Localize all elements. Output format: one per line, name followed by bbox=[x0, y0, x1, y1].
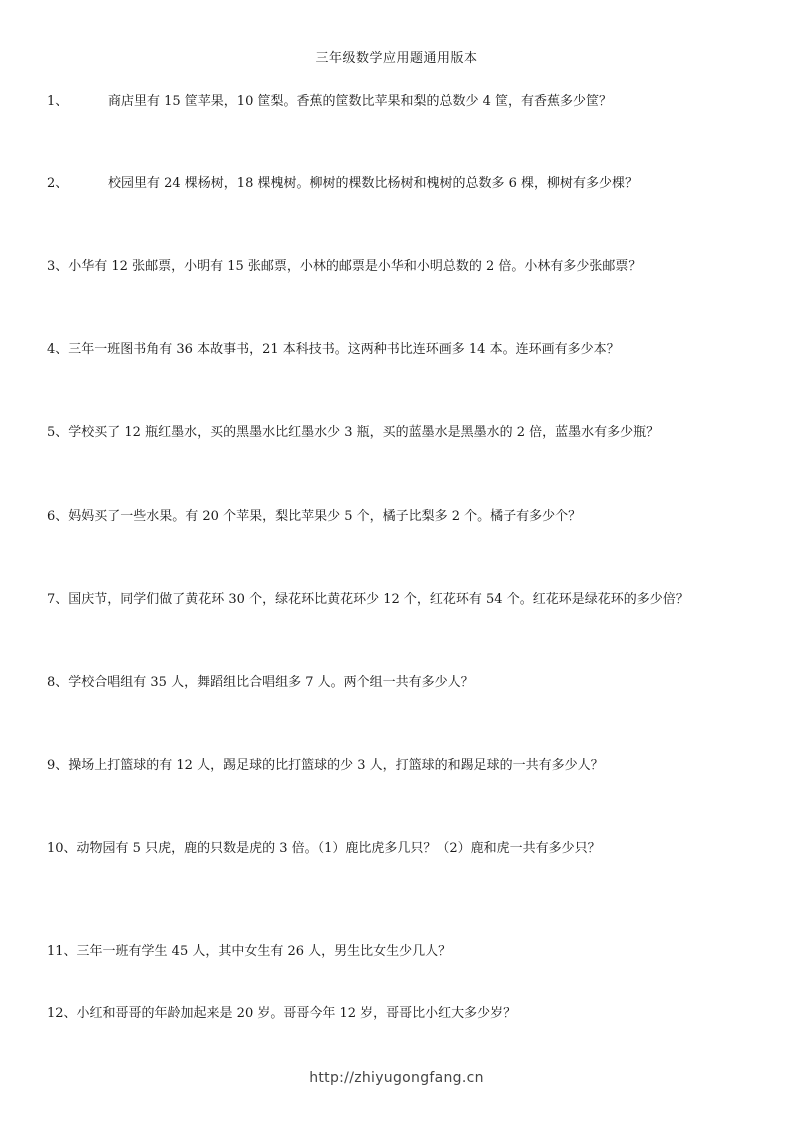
question-number: 1、 bbox=[47, 94, 69, 109]
question-9 bbox=[47, 757, 753, 775]
page-title: 三年级数学应用题通用版本 bbox=[315, 51, 478, 66]
question-8 bbox=[47, 674, 753, 692]
question-number: 9、 bbox=[47, 758, 69, 773]
question-number: 6、 bbox=[47, 509, 69, 524]
question-7 bbox=[47, 591, 753, 609]
question-6 bbox=[47, 508, 753, 526]
question-10 bbox=[47, 840, 753, 858]
question-number: 5、 bbox=[47, 425, 69, 440]
footer-url: http://zhiyugongfang.cn bbox=[309, 1070, 484, 1086]
question-text: 小华有 12 张邮票，小明有 15 张邮票，小林的邮票是小华和小明总数的 2 倍。小林有多少张邮票？ bbox=[68, 259, 642, 274]
question-text: 学校合唱组有 35 人，舞蹈组比合唱组多 7 人。两个组一共有多少人？ bbox=[68, 675, 474, 690]
question-5 bbox=[47, 424, 753, 442]
question-text: 小红和哥哥的年龄加起来是 20 岁。哥哥今年 12 岁，哥哥比小红大多少岁？ bbox=[76, 1006, 517, 1021]
question-text: 校园里有 24 棵杨树，18 棵槐树。柳树的棵数比杨树和槐树的总数多 6 棵，柳树有多少棵？ bbox=[108, 176, 639, 191]
question-text: 操场上打篮球的有 12 人，踢足球的比打篮球的少 3 人，打篮球的和踢足球的一共有多少人？ bbox=[68, 758, 604, 773]
question-11 bbox=[47, 943, 753, 961]
question-text: 动物园有 5 只虎，鹿的只数是虎的 3 倍。（1）鹿比虎多几只？（2）鹿和虎一共有多少只？ bbox=[76, 841, 601, 856]
question-12 bbox=[47, 1005, 753, 1023]
question-number: 3、 bbox=[47, 259, 69, 274]
question-2 bbox=[47, 175, 753, 193]
question-number: 8、 bbox=[47, 675, 69, 690]
question-number: 11、 bbox=[47, 944, 77, 959]
question-text: 国庆节，同学们做了黄花环 30 个，绿花环比黄花环少 12 个，红花环有 54 个。红花环是绿花环的多少倍？ bbox=[68, 592, 689, 607]
question-1 bbox=[47, 93, 753, 111]
question-text: 三年一班有学生 45 人，其中女生有 26 人，男生比女生少几人？ bbox=[76, 944, 452, 959]
question-text: 学校买了 12 瓶红墨水，买的黑墨水比红墨水少 3 瓶，买的蓝墨水是黑墨水的 2 倍，蓝墨水有多少瓶？ bbox=[68, 425, 660, 440]
question-number: 7、 bbox=[47, 592, 69, 607]
question-4 bbox=[47, 341, 753, 359]
question-number: 10、 bbox=[47, 841, 77, 856]
question-number: 2、 bbox=[47, 176, 69, 191]
question-number: 12、 bbox=[47, 1006, 77, 1021]
question-3 bbox=[47, 258, 753, 276]
question-text: 三年一班图书角有 36 本故事书，21 本科技书。这两种书比连环画多 14 本。连环画有多少本？ bbox=[68, 342, 620, 357]
question-number: 4、 bbox=[47, 342, 69, 357]
question-text: 妈妈买了一些水果。有 20 个苹果，梨比苹果少 5 个，橘子比梨多 2 个。橘子有多少个？ bbox=[68, 509, 582, 524]
question-text: 商店里有 15 筐苹果，10 筐梨。香蕉的筐数比苹果和梨的总数少 4 筐，有香蕉多少筐？ bbox=[108, 94, 613, 109]
